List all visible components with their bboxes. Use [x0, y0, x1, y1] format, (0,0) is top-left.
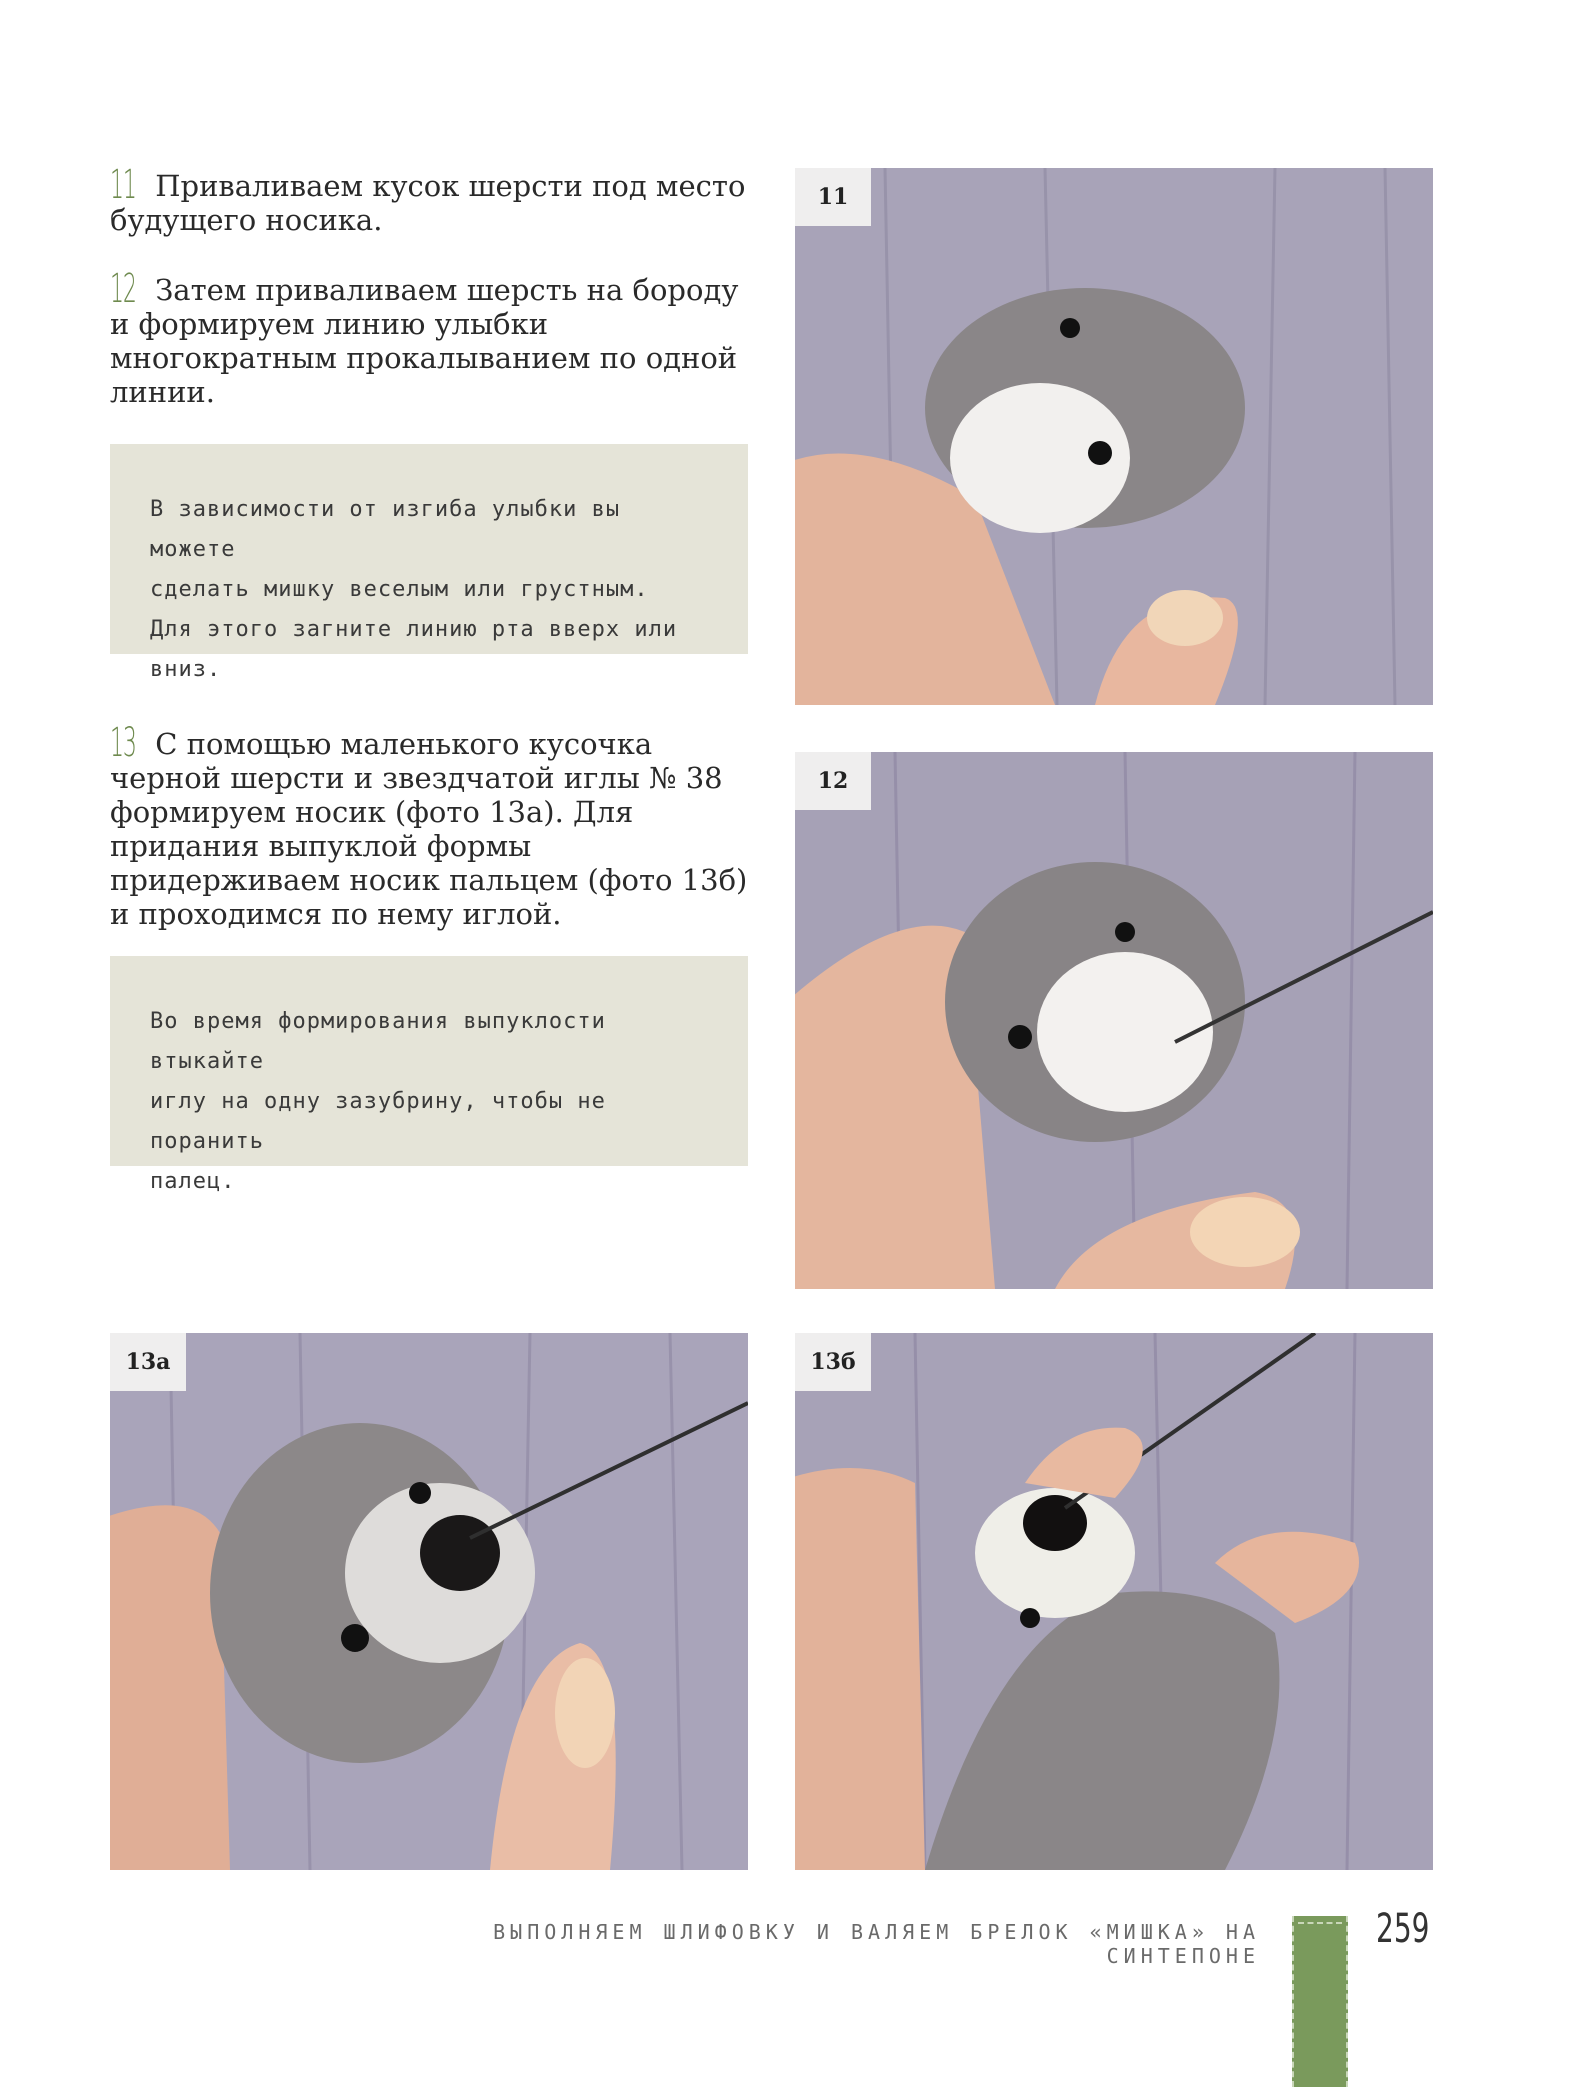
tip-line: иглу на одну зазубрину, чтобы не поранить	[150, 1089, 606, 1154]
step-12	[110, 266, 750, 409]
bear-photo-image	[795, 752, 1433, 1289]
step-text: Затем приваливаем шерсть на бороду и формируем линию улыбки многократным прокалыванием по одной линии.	[110, 273, 739, 409]
bear-photo-image	[795, 168, 1433, 705]
photo-label: 13б	[795, 1333, 871, 1391]
tip-line: палец.	[150, 1169, 236, 1194]
chapter-tab	[1292, 1916, 1348, 2087]
photo-label: 13а	[110, 1333, 186, 1391]
step-11	[110, 162, 750, 237]
step-number: 11	[110, 162, 136, 208]
page-number: 259	[1376, 1906, 1430, 1952]
step-text: Приваливаем кусок шерсти под место будущего носика.	[110, 169, 746, 237]
photo-step-13a	[110, 1333, 748, 1870]
tip-line: Для этого загните линию рта вверх или вниз.	[150, 617, 678, 682]
step-text: С помощью маленького кусочка черной шерсти и звездчатой иглы № 38 формируем носик (фото 13а). Для придания выпуклой формы придерживаем носик пальцем (фото 13б) и проходимся по нему иглой.	[110, 727, 748, 931]
photo-step-13b	[795, 1333, 1433, 1870]
photo-label: 12	[795, 752, 871, 810]
tip-line: Во время формирования выпуклости втыкайте	[150, 1009, 606, 1074]
step-13	[110, 720, 750, 931]
bear-photo-image	[795, 1333, 1433, 1870]
photo-label: 11	[795, 168, 871, 226]
step-number: 12	[110, 266, 136, 312]
tip-box-needle	[110, 956, 748, 1194]
bear-photo-image	[110, 1333, 748, 1870]
running-title: ВЫПОЛНЯЕМ ШЛИФОВКУ И ВАЛЯЕМ БРЕЛОК «МИШКА» НА СИНТЕПОНЕ	[493, 1920, 1260, 1968]
step-number: 13	[110, 720, 136, 766]
tip-box-smile	[110, 444, 748, 682]
photo-step-11	[795, 168, 1433, 705]
photo-step-12	[795, 752, 1433, 1289]
tip-line: В зависимости от изгиба улыбки вы можете	[150, 497, 621, 562]
tip-line: сделать мишку веселым или грустным.	[150, 577, 649, 602]
